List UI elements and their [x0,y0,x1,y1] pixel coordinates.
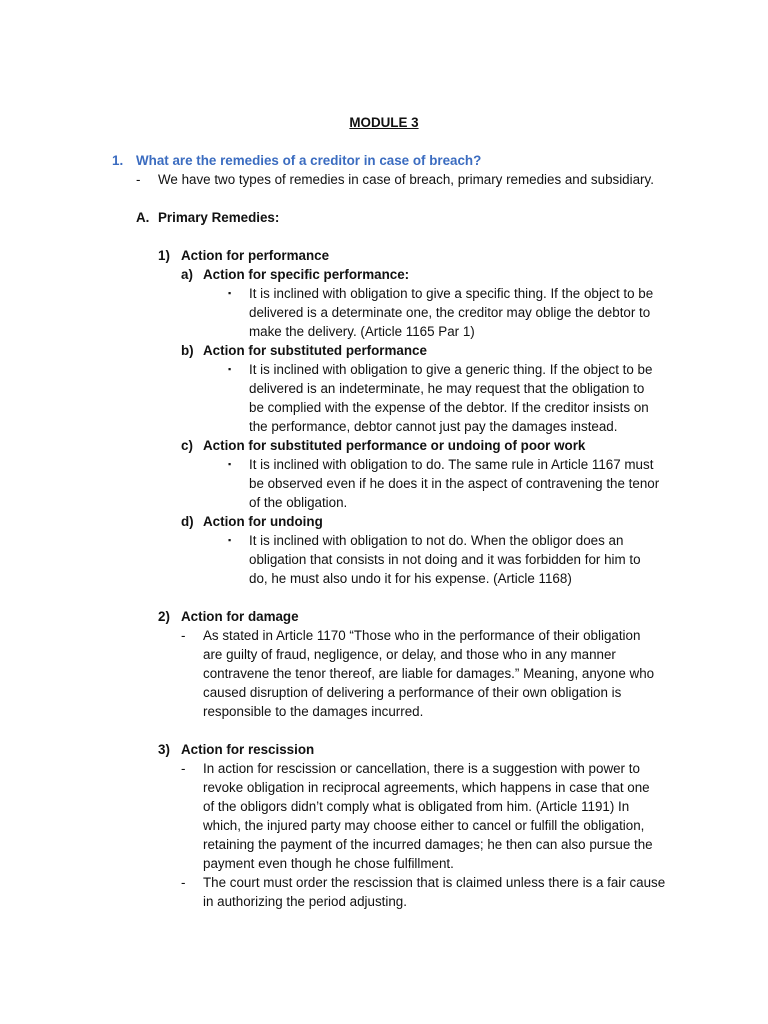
item2-line: responsible to the damages incurred. [203,704,424,719]
item1a-marker: a) [181,267,193,282]
item1c-line: It is inclined with obligation to do. The same rule in Article 1167 must [249,457,654,472]
question-number: 1. [112,153,124,168]
question-text: What are the remedies of a creditor in case of breach? [136,153,482,168]
item3-marker: 3) [158,742,170,757]
item3-para1-line: revoke obligation in reciprocal agreements, which happens in case that one [203,780,650,795]
item2-marker: 2) [158,609,170,624]
section-a-heading: Primary Remedies: [158,210,280,225]
item1-heading: Action for performance [181,248,330,263]
bullet-square: ▪ [228,459,232,469]
page-title: MODULE 3 [349,115,419,130]
item2-line: contravene the tenor thereof, are liable for damages.” Meaning, anyone who [203,666,655,681]
bullet-square: ▪ [228,288,232,298]
item3-para1-line: which, the injured party may choose either to cancel or fulfill the obligation, [203,818,645,833]
item2-line: caused disruption of delivering a performance of their own obligation is [203,685,622,700]
item3-para1-line: In action for rescission or cancellation, there is a suggestion with power to [203,761,640,776]
item1a-line: It is inclined with obligation to give a specific thing. If the object to be [249,286,654,301]
item3-dash: - [181,875,186,890]
item1b-line: the performance, debtor cannot just pay the damages instead. [249,419,618,434]
item2-heading: Action for damage [181,609,299,624]
answer-text: We have two types of remedies in case of breach, primary remedies and subsidiary. [158,172,654,187]
item1c-line: be observed even if he does it in the aspect of contravening the tenor [249,476,660,491]
item3-dash: - [181,761,186,776]
item1a-line: delivered is a determinate one, the creditor may oblige the debtor to [249,305,651,320]
item1a-heading: Action for specific performance: [203,267,410,282]
item1d-heading: Action for undoing [203,514,323,529]
item1b-line: be complied with the expense of the debtor. If the creditor insists on [249,400,649,415]
item2-dash: - [181,628,186,643]
item2-line: As stated in Article 1170 “Those who in the performance of their obligation [203,628,641,643]
item3-heading: Action for rescission [181,742,315,757]
bullet-square: ▪ [228,364,232,374]
item1-marker: 1) [158,248,170,263]
item2-line: are guilty of fraud, negligence, or delay, and those who in any manner [203,647,616,662]
item1b-line: delivered is an indeterminate, he may request that the obligation to [249,381,645,396]
item3-para1-line: retaining the payment of the incurred damages; he then can also pursue the [203,837,653,852]
item1d-marker: d) [181,514,194,529]
item1a-line: make the delivery. (Article 1165 Par 1) [249,324,475,339]
item1d-line: It is inclined with obligation to not do. When the obligor does an [249,533,624,548]
item1c-line: of the obligation. [249,495,348,510]
item1b-marker: b) [181,343,194,358]
bullet-square: ▪ [228,535,232,545]
answer-dash: - [136,172,141,187]
item1c-marker: c) [181,438,193,453]
section-a-marker: A. [136,210,150,225]
item3-para2-line: The court must order the rescission that is claimed unless there is a fair cause [203,875,666,890]
item3-para2-line: in authorizing the period adjusting. [203,894,407,909]
item3-para1-line: of the obligors didn’t comply what is obligated from him. (Article 1191) In [203,799,630,814]
item1c-heading: Action for substituted performance or undoing of poor work [203,438,586,453]
item3-para1-line: payment even though he chose fulfillment. [203,856,454,871]
item1d-line: do, he must also undo it for his expense. (Article 1168) [249,571,572,586]
item1b-line: It is inclined with obligation to give a generic thing. If the object to be [249,362,653,377]
item1b-heading: Action for substituted performance [203,343,427,358]
item1d-line: obligation that consists in not doing and it was forbidden for him to [249,552,641,567]
